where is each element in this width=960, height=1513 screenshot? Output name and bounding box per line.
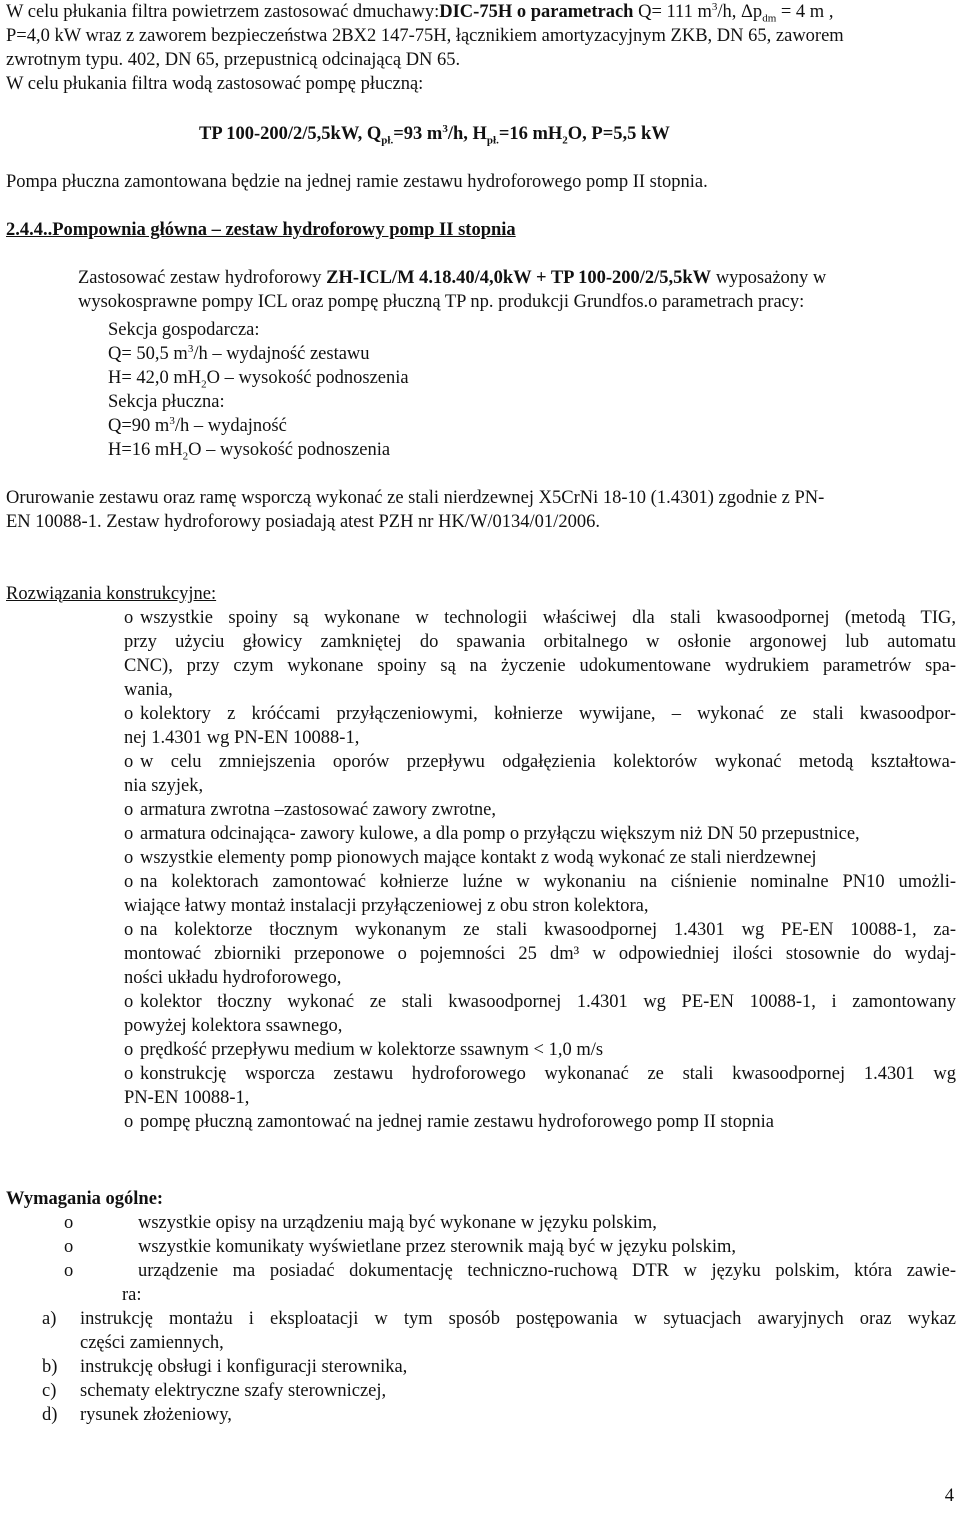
lettered-item-line: rysunek złożeniowy, <box>80 1405 232 1425</box>
flow-value: Q= 111 m <box>633 2 712 22</box>
blower-model: DIC-75H o parametrach <box>439 2 634 22</box>
subscript: dm <box>762 12 777 25</box>
list-item <box>124 990 956 1038</box>
bullet-marker: o <box>124 848 134 868</box>
lettered-item-text <box>80 1403 956 1427</box>
lettered-marker: b) <box>42 1357 58 1377</box>
lettered-item-text <box>80 1379 956 1403</box>
bullet-marker: o <box>124 1040 134 1060</box>
list-item <box>124 918 956 990</box>
list-item-text <box>124 1062 956 1110</box>
bullet-marker: o <box>64 1261 74 1281</box>
list-item <box>124 750 956 798</box>
lettered-marker: a) <box>42 1309 57 1329</box>
set-text-end: wyposażony w <box>711 268 827 288</box>
general-heading: Wymagania ogólne: <box>6 1189 164 1209</box>
h1-desc: O – wysokość podnoszenia <box>206 368 409 388</box>
list-item-line: wiające łatwy montaż instalacji przyłączeniowej z obu stron kolektora, <box>124 896 649 916</box>
list-item-text <box>140 798 956 822</box>
bullet-marker: o <box>124 872 134 892</box>
set-line-1 <box>78 266 946 290</box>
pump-spec-g: =16 mH <box>498 124 563 144</box>
subscript: pł. <box>381 134 394 147</box>
lettered-item <box>42 1379 956 1403</box>
list-item <box>124 606 956 702</box>
lettered-list <box>42 1307 956 1427</box>
list-item-line: kolektor tłoczny wykonać ze stali kwasoodpornej 1.4301 wg PE-EN 10088-1, i zamontowany <box>140 992 956 1012</box>
list-item <box>124 846 956 870</box>
pump-spec-e: /h, H <box>447 124 487 144</box>
lettered-item <box>42 1355 956 1379</box>
lettered-item-text <box>80 1355 956 1379</box>
superscript: 3 <box>711 0 718 13</box>
bullet-marker: o <box>64 1213 74 1233</box>
list-item-line: konstrukcję wsporcza zestawu hydroforowego wykonanać ze stali kwasoodpornej 1.4301 wg <box>140 1064 956 1084</box>
piping-paragraph <box>6 486 954 534</box>
set-description <box>78 266 946 314</box>
pump-spec-c: =93 m <box>393 124 443 144</box>
list-item <box>124 1110 956 1134</box>
list-item-line: pompę płuczną zamontować na jednej ramie zestawu hydroforowego pomp II stopnia <box>140 1112 774 1132</box>
q1-desc: /h – wydajność zestawu <box>193 344 370 364</box>
h2-desc: O – wysokość podnoszenia <box>188 440 391 460</box>
list-item <box>124 822 956 846</box>
list-item-line: na kolektorze tłocznym wykonanym ze stali kwasoodpornej 1.4301 wg PE-EN 10088-1, za- <box>140 920 956 940</box>
list-item-text <box>124 702 956 750</box>
h1-value: H= 42,0 mH <box>108 368 202 388</box>
list-item <box>124 1062 956 1110</box>
pump-spec <box>199 122 670 146</box>
bullet-marker: o <box>124 824 134 844</box>
list-item-text <box>124 870 956 918</box>
pump-spec-i: O, P=5,5 kW <box>567 124 670 144</box>
lettered-item-line: schematy elektryczne szafy sterowniczej, <box>80 1381 387 1401</box>
piping-line-2: EN 10088-1. Zestaw hydroforowy posiadają atest PZH nr HK/W/0134/01/2006. <box>6 512 600 532</box>
set-model: ZH-ICL/M 4.18.40/4,0kW + TP 100-200/2/5,5kW <box>326 268 712 288</box>
list-item-line: nej 1.4301 wg PN-EN 10088-1, <box>124 728 360 748</box>
list-item-line: wszystkie opisy na urządzeniu mają być wykonane w języku polskim, <box>138 1213 657 1233</box>
list-item-text <box>140 822 956 846</box>
list-item <box>42 1235 956 1259</box>
bullet-marker: o <box>124 1064 134 1084</box>
list-item <box>124 870 956 918</box>
list-item-line: urządzenie ma posiadać dokumentację techniczno-ruchową DTR w języku polskim, która zawie- <box>138 1261 956 1281</box>
list-item-text <box>124 606 956 702</box>
list-item-text <box>140 846 956 870</box>
list-item-text <box>140 1038 956 1062</box>
set-text: Zastosować zestaw hydroforowy <box>78 268 327 288</box>
superscript: 3 <box>187 342 194 355</box>
list-item-line: CNC), przy czym wykonane spoiny są na życzenie udokumentowane wydrukiem parametrów spa- <box>124 656 956 676</box>
lettered-marker: d) <box>42 1405 58 1425</box>
lettered-marker: c) <box>42 1381 57 1401</box>
list-item-line: wszystkie elementy pomp pionowych mające kontakt z wodą wykonać ze stali nierdzewnej <box>140 848 817 868</box>
construction-heading: Rozwiązania konstrukcyjne: <box>6 584 217 604</box>
intro-line-1 <box>6 0 956 24</box>
subscript: pł. <box>486 134 499 147</box>
bullet-marker: o <box>124 992 134 1012</box>
lettered-item-text <box>80 1307 956 1355</box>
lettered-item-line: instrukcję obsługi i konfiguracji sterownika, <box>80 1357 408 1377</box>
lettered-item <box>42 1307 956 1355</box>
list-item-line: na kolektorach zamontować kołnierze luźne w wykonaniu na ciśnienie nominalne PN10 umożli- <box>140 872 956 892</box>
intro-text: W celu płukania filtra powietrzem zastosować dmuchawy: <box>6 2 440 22</box>
lettered-item <box>42 1403 956 1427</box>
param-h2 <box>108 438 409 462</box>
list-item-text <box>122 1259 956 1307</box>
section-label-economic: Sekcja gospodarcza: <box>108 320 260 340</box>
intro-line-3: zwrotnym typu. 402, DN 65, przepustnicą odcinającą DN 65. <box>6 50 461 70</box>
list-item-text <box>122 1211 956 1235</box>
lettered-item-line: części zamiennych, <box>80 1333 224 1353</box>
pump-spec-a: TP 100-200/2/5,5kW, Q <box>199 124 382 144</box>
intro-paragraph <box>6 0 956 96</box>
list-item <box>124 702 956 750</box>
lettered-item-line: instrukcję montażu i eksploatacji w tym sposób postępowania w sytuacjach awaryjnych oraz wykaz <box>80 1309 956 1329</box>
list-item-line: prędkość przepływu medium w kolektorze ssawnym < 1,0 m/s <box>140 1040 604 1060</box>
list-item-line: montować zbiorniki przeponowe o pojemności 25 dm³ w odpowiedniej ilości stosownie do wydaj- <box>124 944 956 964</box>
list-item-line: wszystkie spoiny są wykonane w technologii właściwej dla stali kwasoodpornej (metodą TIG, <box>140 608 956 628</box>
section-label-flush: Sekcja płuczna: <box>108 392 225 412</box>
pump-note: Pompa płuczna zamontowana będzie na jednej ramie zestawu hydroforowego pomp II stopnia. <box>6 172 708 192</box>
h2-value: H=16 mH <box>108 440 183 460</box>
list-item-line: armatura odcinająca- zawory kulowe, a dla pomp o przyłączu większym niż DN 50 przepustnice, <box>140 824 860 844</box>
construction-list <box>124 606 956 1134</box>
list-item-text <box>122 1235 956 1259</box>
bullet-marker: o <box>124 752 134 772</box>
general-list <box>42 1211 956 1307</box>
list-item <box>124 1038 956 1062</box>
list-item <box>124 798 956 822</box>
list-item <box>42 1259 956 1307</box>
list-item-text <box>124 750 956 798</box>
param-h1 <box>108 366 409 390</box>
list-item-line: nia szyjek, <box>124 776 204 796</box>
dp-value: = 4 m , <box>776 2 834 22</box>
list-item <box>42 1211 956 1235</box>
subscript: 2 <box>562 134 568 147</box>
piping-line-1: Orurowanie zestawu oraz ramę wsporczą wykonać ze stali nierdzewnej X5CrNi 18-10 (1.4301) zgodnie z PN- <box>6 488 825 508</box>
list-item-line: kolektory z króćcami przyłączeniowymi, kołnierze wywijane, – wykonać ze stali kwasoodpor- <box>140 704 956 724</box>
dp-label: /h, Δp <box>717 2 763 22</box>
bullet-marker: o <box>124 920 134 940</box>
list-item-line: armatura zwrotna –zastosować zawory zwrotne, <box>140 800 496 820</box>
bullet-marker: o <box>124 704 134 724</box>
subscript: 2 <box>182 450 189 463</box>
bullet-marker: o <box>124 800 134 820</box>
param-q2 <box>108 414 409 438</box>
set-line-2: wysokosprawne pompy ICL oraz pompę płuczną TP np. produkcji Grundfos.o parametrach pracy: <box>78 292 805 312</box>
intro-line-2: P=4,0 kW wraz z zaworem bezpieczeństwa 2BX2 147-75H, łącznikiem amortyzacyjnym ZKB, DN 65, zaworem <box>6 26 844 46</box>
list-item-text <box>124 918 956 990</box>
list-item-line: wania, <box>124 680 173 700</box>
q1-value: Q= 50,5 m <box>108 344 188 364</box>
list-item-line: w celu zmniejszenia oporów przepływu odgałęzienia kolektorów wykonać metodą kształtowa- <box>140 752 956 772</box>
list-item-line: przy użyciu głowicy zamkniętej do spawania orbitalnego w osłonie argonowej lub automatu <box>124 632 956 652</box>
bullet-marker: o <box>124 608 134 628</box>
page-number: 4 <box>944 1486 954 1506</box>
list-item-line: ności układu hydroforowego, <box>124 968 342 988</box>
param-q1 <box>108 342 409 366</box>
list-item-line: wszystkie komunikaty wyświetlane przez sterownik mają być w języku polskim, <box>138 1237 737 1257</box>
list-item-line: ra: <box>122 1285 142 1305</box>
q2-desc: /h – wydajność <box>174 416 287 436</box>
bullet-marker: o <box>64 1237 74 1257</box>
list-item-line: powyżej kolektora ssawnego, <box>124 1016 343 1036</box>
list-item-text <box>124 990 956 1038</box>
superscript: 3 <box>442 122 448 135</box>
q2-value: Q=90 m <box>108 416 170 436</box>
list-item-line: PN-EN 10088-1, <box>124 1088 250 1108</box>
intro-line-4: W celu płukania filtra wodą zastosować pompę płuczną: <box>6 74 424 94</box>
bullet-marker: o <box>124 1112 134 1132</box>
section-heading: 2.4.4..Pompownia główna – zestaw hydroforowy pomp II stopnia <box>6 220 516 240</box>
subscript: 2 <box>201 378 207 391</box>
superscript: 3 <box>169 414 175 427</box>
list-item-text <box>140 1110 956 1134</box>
set-params <box>108 318 409 462</box>
